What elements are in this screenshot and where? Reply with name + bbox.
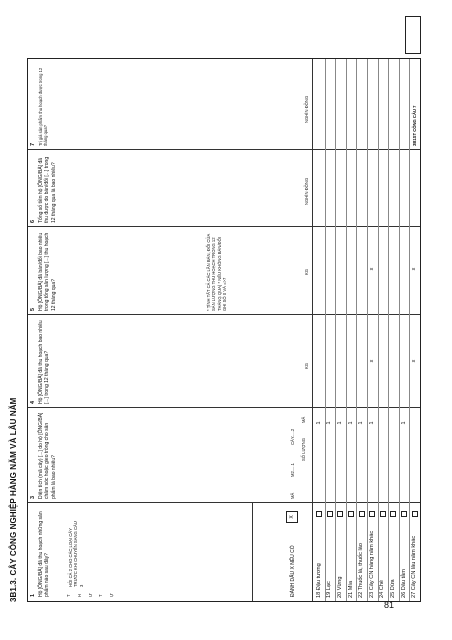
section-title: 3B1.3. CÂY CÔNG NGHIỆP HÀNG NĂM VÀ LÂU NĂM (9, 397, 18, 602)
col5-note: * TÍNH TẤT CẢ CÁC LẦN BÁN, ĐỔI CỦA SẢN LƯỢNG THU HOẠCH TRONG 12 THÁNG QUA) * NẾU KHÔNG BÁN/ĐỔI GHI SỐ 0 VÀ =>7 (206, 233, 228, 311)
row-label: 27 Cây CN lâu năm khác (411, 535, 418, 598)
row-checkbox[interactable] (348, 511, 354, 517)
row-label: 19 Lạc (326, 581, 333, 598)
row-label: 21 Mía (347, 580, 354, 598)
col1-instruction: HỎI CẢ 2 CHO CÁC LOẠI CÂY TRƯỚC KHI CHUYỂN SANG CÂU 3 (68, 521, 84, 587)
col3-question: Diện tích (mã cây) [...] do hộ [ÔNG/BÀ] chăm sóc hoặc gieo trồng cho sản phẩm là bao nhiêu? (38, 412, 57, 499)
rows-container (314, 59, 420, 601)
col1-footer: ĐÁNH DẤU X NẾU CÓ (290, 545, 296, 597)
row-value: x (368, 267, 375, 271)
table-row (399, 59, 410, 601)
page-number: 81 (384, 600, 395, 610)
row-checkbox[interactable] (316, 511, 322, 517)
row-checkbox[interactable] (327, 511, 333, 517)
row-label: 18 Đậu tương (315, 563, 322, 598)
col3-so-luong: SỐ LƯỢNG (301, 438, 306, 461)
col3-code-m2: M2.....1 (290, 463, 295, 477)
row-value: 1 (368, 421, 375, 425)
row-value: 1 (347, 421, 354, 425)
col1-question: Hộ [ÔNG/BÀ] đã thu hoạch những sản phẩm nào sau đây? (38, 511, 51, 597)
table-row (378, 59, 389, 601)
row-checkbox[interactable] (412, 511, 418, 517)
col4-question: Hộ [ÔNG/BÀ] đã thu hoạch bao nhiêu [...] trong 12 tháng qua? (38, 320, 51, 404)
col7-unit: NGHÌN ĐỒNG (304, 95, 309, 123)
col6-unit: NGHÌN ĐỒNG (304, 177, 309, 205)
row-label: 24 Chè (379, 579, 386, 598)
footer-next: 3B1ST CÔNG CÂU 7 (412, 105, 417, 146)
col1-checkbox[interactable]: X (286, 511, 298, 523)
table-row (346, 59, 357, 601)
row-label: 26 Dâu tằm (400, 569, 407, 598)
table-row (356, 59, 367, 601)
row-label: 23 Cây CN hàng năm khác (368, 530, 375, 598)
row-checkbox[interactable] (390, 511, 396, 517)
col1-header-rule (252, 503, 253, 601)
table-row (388, 59, 399, 601)
table-row (367, 59, 378, 601)
col1-side-letters: T H Ư T Ự (66, 593, 115, 597)
row-checkbox[interactable] (380, 511, 386, 517)
table-row (314, 59, 325, 601)
col3-code-ma: MÃ (290, 492, 295, 499)
row-value: 1 (336, 421, 343, 425)
table-row (325, 59, 336, 601)
col7-question: Trị giá sản phẩm thu hoạch được trong 12 tháng qua? (38, 67, 49, 146)
col-num-6: 6 (30, 219, 36, 223)
col-num-5: 5 (30, 307, 36, 311)
col5-unit: KG (304, 268, 309, 275)
row-checkbox[interactable] (359, 511, 365, 517)
row-label: 20 Vừng (336, 576, 343, 598)
row-checkbox[interactable] (401, 511, 407, 517)
row-value: 1 (400, 421, 407, 425)
col3-ma2: MÃ (301, 416, 306, 423)
col3-code-cay: CÂY.....2 (290, 428, 295, 445)
col6-question: Tổng số tiền hộ [ÔNG/BÀ] đã thu được do bán/đổi [...] trong 12 tháng qua là bao nhiêu? (38, 156, 57, 223)
row-label: 22 Thuốc lá, thuốc lào (358, 543, 365, 598)
col-num-4: 4 (30, 400, 36, 404)
table-frame (27, 58, 421, 602)
row-checkbox[interactable] (369, 511, 375, 517)
header-body-rule (312, 59, 313, 601)
col-num-1: 1 (30, 593, 36, 597)
row-value: 1 (326, 421, 333, 425)
col-num-3: 3 (30, 495, 36, 499)
col-num-7: 7 (30, 142, 36, 146)
col5-question: Hộ [ÔNG/BÀ] đã bán/đổi bao nhiêu trong tổng sản lượng [...] thu hoạch 12 tháng qua? (38, 232, 57, 311)
row-checkbox[interactable] (337, 511, 343, 517)
footer-box (405, 16, 421, 54)
row-value: x (411, 267, 418, 271)
row-label: 25 Dừa (389, 579, 396, 598)
col4-unit: KG (304, 362, 309, 369)
table-row (335, 59, 346, 601)
row-value: 1 (315, 421, 322, 425)
row-value: x (411, 359, 418, 363)
row-value: x (368, 359, 375, 363)
row-value: 1 (358, 421, 365, 425)
